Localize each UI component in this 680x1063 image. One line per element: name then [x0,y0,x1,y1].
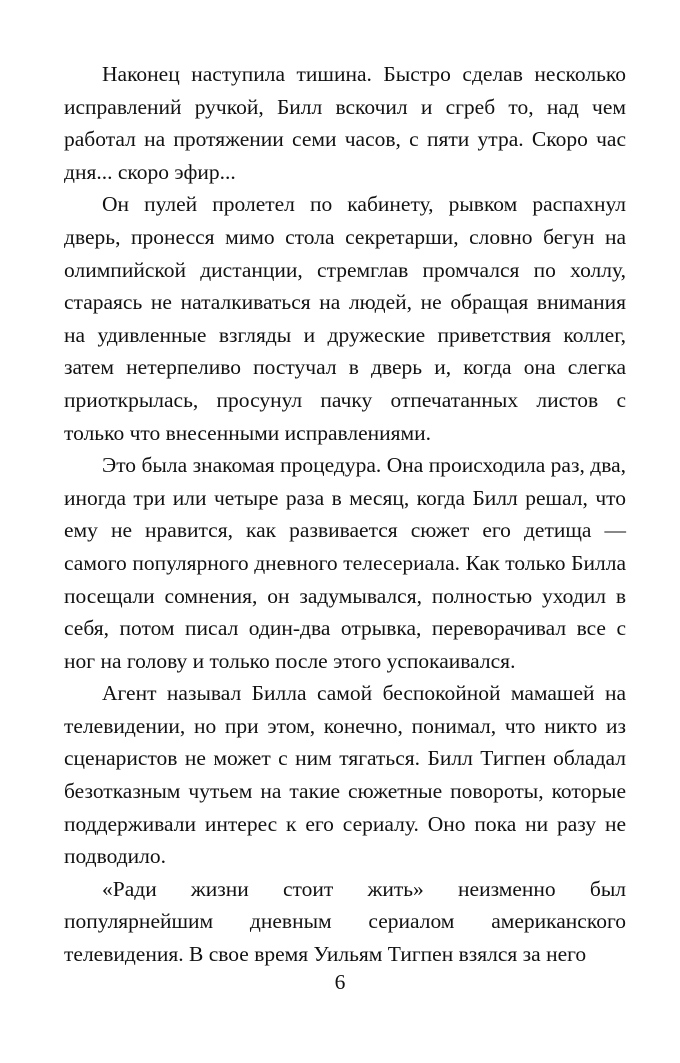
paragraph-4: Агент называл Билла самой беспокойной мамашей на телевидении, но при этом, конечно, понимал, что никто из сценаристов не может с ним тягаться. Билл Тигпен обладал безотказным чутьем на такие сюжетные повороты, которые поддерживали интерес к его сериалу. Оно пока ни разу не подводило. [64,681,626,869]
paragraph-1: Наконец наступила тишина. Быстро сделав несколько исправлений ручкой, Билл вскочил и сгреб то, над чем работал на протяжении семи часов, с пяти утра. Скоро час дня... скоро эфир... [64,62,626,184]
paragraph-5: «Ради жизни стоит жить» неизменно был популярнейшим дневным сериалом американского телевидения. В свое время Уильям Тигпен взялся за него [64,876,626,967]
paragraph-3: Это была знакомая процедура. Она происходила раз, два, иногда три или четыре раза в месяц, когда Билл решал, что ему не нравится, как развивается сюжет его детища — самого популярного дневного телесериала. Как только Билла посещали сомнения, он задумывался, полностью уходил в себя, потом писал один-два отрывка, переворачивал все с ног на голову и только после этого успокаивался. [64,453,626,673]
paragraph-2: Он пулей пролетел по кабинету, рывком распахнул дверь, пронесся мимо стола секретарши, словно бегун на олимпийской дистанции, стремглав промчался по холлу, стараясь не наталкиваться на людей, не обращая внимания на удивленные взгляды и дружеские приветствия коллег, затем нетерпеливо постучал в дверь и, когда она слегка приоткрылась, просунул пачку отпечатанных листов с только что внесенными исправлениями. [64,192,626,445]
page-number: 6 [334,970,346,994]
page-body [64,58,626,971]
